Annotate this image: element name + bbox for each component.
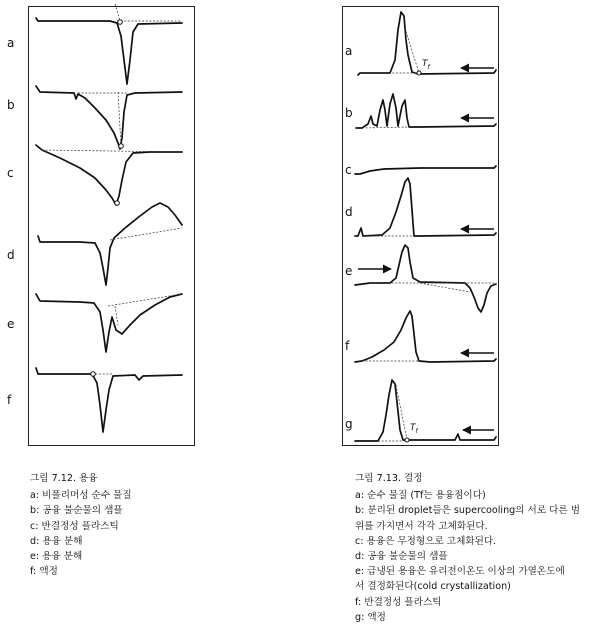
left-row-label-f: f [7,393,12,407]
right-row-label-e: e [345,264,353,278]
crystallization-caption-item: a: 순수 물질 (Tf는 용융점이다) [355,490,486,502]
crystallization-caption [355,471,580,625]
left-row-label-e: e [7,317,15,331]
crystallization-caption-item: b: 분리된 droplet들은 supercooling의 서로 다른 범 [355,505,580,517]
right-row-label-d: d [345,205,353,219]
crystallization-caption-item: g: 액정 [355,611,386,623]
tf-label-g: $T_f$ [410,423,418,435]
crystallization-caption-item: f: 반결정성 플라스틱 [355,596,442,608]
crystallization-curve-e [355,245,496,312]
right-row-label-c: c [345,163,352,177]
crystallization-curve-a [358,12,496,75]
melting-caption-item: b: 공융 불순물의 샘플 [30,505,123,517]
melting-caption-title: 그림 7.12. 용융 [30,473,98,484]
crystallization-caption-item: 위를 가지면서 각각 고체화된다. [355,520,488,532]
melting-caption-item: c: 반결정성 플라스틱 [30,520,119,532]
crystallization-curve-g [355,380,496,442]
melting-caption-item: e: 용융 분해 [30,551,83,563]
tf-label-a: $T_f$ [422,59,430,71]
crystallization-curve-c [355,166,496,174]
crystallization-curve-d [355,178,496,236]
left-row-label-b: b [7,98,15,112]
crystallization-curve-f [355,311,496,362]
crystallization-curve-b [356,94,496,128]
melting-caption-item: f: 액정 [30,566,58,578]
right-row-label-f: f [345,339,350,353]
crystallization-caption-title: 그림 7.13. 결정 [355,473,423,484]
crystallization-caption-item: e: 급냉된 용융은 유리전이온도 이상의 가열온도에 [355,566,565,578]
crystallization-caption-item: c: 용융은 무정형으로 고체화된다. [355,535,497,547]
crystallization-caption-item: 서 결정화된다(cold crystallization) [355,581,511,593]
crystallization-caption-item: d: 공융 불순물의 샘플 [355,551,448,563]
melting-caption-item: a: 비폴리머성 순수 물질 [30,490,132,502]
left-row-label-a: a [7,36,15,50]
left-row-label-c: c [7,166,14,180]
melting-caption-item: d: 용융 분해 [30,535,83,547]
melting-caption [30,471,132,579]
right-row-label-g: g [345,417,353,431]
right-row-label-a: a [345,44,353,58]
right-row-label-b: b [345,106,353,120]
left-row-label-d: d [7,248,15,262]
